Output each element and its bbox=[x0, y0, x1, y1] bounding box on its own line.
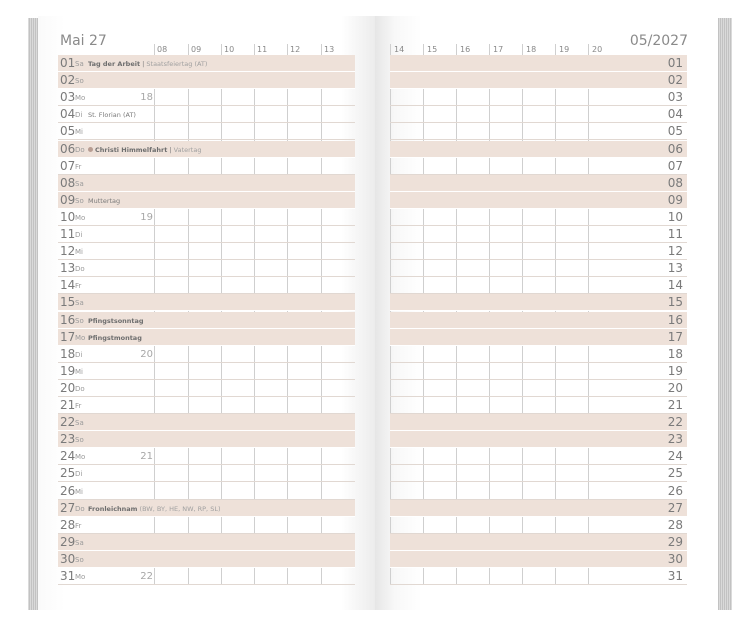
day-row-left[interactable] bbox=[58, 346, 355, 363]
weekday-label: Mo bbox=[75, 94, 86, 103]
day-number: 11 bbox=[667, 227, 683, 241]
day-number: 17 bbox=[667, 329, 683, 344]
week-number: 19 bbox=[140, 211, 153, 223]
weekday-label: Sa bbox=[75, 538, 84, 547]
day-row-left[interactable] bbox=[58, 329, 355, 346]
day-number: 29 bbox=[60, 534, 76, 549]
hour-label: 17 bbox=[493, 45, 504, 54]
weekday-label: Di bbox=[75, 231, 83, 239]
hour-label: 10 bbox=[224, 45, 235, 54]
weekday-label: Mo bbox=[75, 333, 86, 342]
day-number: 12 bbox=[60, 244, 76, 259]
day-row-right[interactable] bbox=[390, 175, 687, 192]
day-row-left[interactable] bbox=[58, 517, 355, 534]
day-number: 26 bbox=[60, 483, 76, 498]
day-row-right[interactable] bbox=[390, 483, 687, 500]
day-number: 22 bbox=[60, 415, 76, 430]
weekday-label: Do bbox=[75, 265, 85, 274]
day-row-left[interactable] bbox=[58, 192, 355, 209]
weekday-label: Sa bbox=[75, 179, 84, 188]
weekday-label: Fr bbox=[75, 402, 82, 410]
holiday-name: Muttertag bbox=[88, 196, 121, 205]
day-number: 21 bbox=[667, 398, 683, 412]
day-row-right[interactable] bbox=[390, 397, 687, 414]
day-number: 02 bbox=[60, 73, 76, 88]
holiday-note: Christi Himmelfahrt | Vatertag bbox=[88, 145, 201, 155]
hour-label: 14 bbox=[394, 45, 405, 54]
hour-label: 20 bbox=[592, 45, 603, 54]
day-row-right[interactable] bbox=[390, 260, 687, 277]
day-row-right[interactable] bbox=[390, 123, 687, 140]
day-number: 26 bbox=[667, 483, 683, 498]
day-number: 14 bbox=[60, 278, 76, 293]
weekday-label: Mi bbox=[75, 367, 83, 376]
day-number: 29 bbox=[667, 534, 683, 549]
holiday-name: Pfingstmontag bbox=[88, 333, 142, 342]
day-number: 04 bbox=[60, 107, 76, 122]
day-row-right[interactable] bbox=[390, 158, 687, 175]
weekday-label: Fr bbox=[75, 521, 82, 530]
day-row-left[interactable] bbox=[58, 397, 355, 414]
day-number: 10 bbox=[60, 209, 76, 224]
day-row-left[interactable] bbox=[58, 448, 355, 465]
holiday-subnote: (BW, BY, HE, NW, RP, SL) bbox=[139, 504, 221, 513]
day-number: 23 bbox=[667, 432, 683, 447]
day-row-left[interactable] bbox=[58, 89, 355, 106]
day-row-right[interactable] bbox=[390, 243, 687, 260]
left-month-label: Mai 27 bbox=[60, 33, 107, 49]
day-number: 24 bbox=[60, 449, 76, 464]
day-row-right[interactable] bbox=[390, 500, 687, 517]
weekday-label: So bbox=[75, 316, 84, 325]
day-number: 15 bbox=[60, 295, 76, 310]
weekday-label: Di bbox=[75, 350, 83, 359]
day-row-left[interactable] bbox=[58, 363, 355, 380]
day-number: 15 bbox=[667, 295, 683, 310]
day-number: 08 bbox=[60, 175, 76, 190]
holiday-note bbox=[88, 333, 142, 343]
day-row-left[interactable] bbox=[58, 226, 355, 243]
hour-label: 16 bbox=[460, 45, 471, 54]
day-row-right[interactable] bbox=[390, 209, 687, 226]
day-number: 20 bbox=[667, 380, 683, 395]
weekday-label: Mo bbox=[75, 453, 86, 462]
day-row-left[interactable] bbox=[58, 55, 355, 72]
day-row-right[interactable] bbox=[390, 568, 687, 585]
right-month-label: 05/2027 bbox=[629, 33, 688, 49]
day-number: 30 bbox=[60, 551, 76, 566]
holiday-name: Fronleichnam bbox=[88, 504, 138, 513]
day-row-left[interactable] bbox=[58, 414, 355, 431]
day-row-left[interactable] bbox=[58, 141, 355, 158]
day-number: 01 bbox=[667, 56, 683, 70]
day-row-left[interactable] bbox=[58, 123, 355, 140]
weekday-label: So bbox=[75, 77, 84, 86]
weekday-label: So bbox=[75, 555, 84, 564]
day-number: 28 bbox=[60, 517, 76, 532]
day-row-right[interactable] bbox=[390, 448, 687, 465]
day-row-left[interactable] bbox=[58, 294, 355, 311]
day-row-left[interactable] bbox=[58, 106, 355, 123]
day-row-left[interactable] bbox=[58, 551, 355, 568]
day-row-right[interactable] bbox=[390, 294, 687, 311]
day-row-right[interactable] bbox=[390, 517, 687, 534]
day-number: 13 bbox=[60, 261, 76, 276]
day-row-left[interactable] bbox=[58, 500, 355, 517]
day-number: 04 bbox=[667, 107, 683, 122]
day-row-left[interactable] bbox=[58, 158, 355, 175]
day-number: 05 bbox=[60, 124, 76, 139]
day-row-left[interactable] bbox=[58, 243, 355, 260]
day-number: 24 bbox=[667, 449, 683, 464]
day-number: 05 bbox=[667, 124, 683, 139]
day-row-left[interactable] bbox=[58, 483, 355, 500]
hour-label: 18 bbox=[526, 45, 537, 54]
week-number: 21 bbox=[140, 451, 153, 463]
day-row-right[interactable] bbox=[390, 551, 687, 568]
day-row-left[interactable] bbox=[58, 534, 355, 551]
day-number: 06 bbox=[60, 141, 76, 156]
day-number: 10 bbox=[667, 209, 683, 224]
day-row-right[interactable] bbox=[390, 329, 687, 346]
holiday-subnote: Staatsfeiertag (AT) bbox=[146, 60, 208, 68]
day-row-left[interactable] bbox=[58, 277, 355, 294]
hour-label: 13 bbox=[324, 45, 335, 54]
day-number: 28 bbox=[667, 517, 683, 532]
day-row-right[interactable] bbox=[390, 89, 687, 106]
weekday-label: So bbox=[75, 196, 84, 205]
weekday-label: Di bbox=[75, 111, 83, 120]
day-row-right[interactable] bbox=[390, 277, 687, 294]
day-row-left[interactable] bbox=[58, 465, 355, 482]
day-row-right[interactable] bbox=[390, 380, 687, 397]
day-number: 27 bbox=[667, 500, 683, 515]
day-row-right[interactable] bbox=[390, 106, 687, 123]
weekday-label: Mi bbox=[75, 128, 83, 137]
holiday-name: Pfingstsonntag bbox=[88, 316, 144, 325]
day-row-right[interactable] bbox=[390, 72, 687, 89]
day-number: 25 bbox=[667, 466, 683, 481]
day-number: 13 bbox=[667, 261, 683, 276]
day-row-right[interactable] bbox=[390, 192, 687, 209]
day-number: 30 bbox=[667, 551, 683, 566]
week-number: 18 bbox=[140, 92, 153, 104]
holiday-note bbox=[88, 316, 144, 326]
page-edge-right bbox=[718, 18, 732, 610]
day-number: 07 bbox=[667, 158, 683, 173]
weekday-label: Sa bbox=[75, 299, 84, 308]
weekday-label: Mo bbox=[75, 573, 86, 581]
holiday-subnote: Vatertag bbox=[173, 145, 202, 154]
holiday-note bbox=[88, 110, 136, 120]
holiday-dot-icon bbox=[88, 147, 93, 152]
day-row-right[interactable] bbox=[390, 226, 687, 243]
day-number: 06 bbox=[667, 141, 683, 156]
holiday-name: St. Florian (AT) bbox=[88, 111, 136, 120]
hour-label: 12 bbox=[290, 45, 301, 54]
day-number: 19 bbox=[667, 363, 683, 378]
weekday-label: Do bbox=[75, 145, 85, 154]
day-row-right[interactable] bbox=[390, 465, 687, 482]
day-number: 14 bbox=[667, 278, 683, 293]
hour-label: 08 bbox=[157, 45, 168, 54]
day-number: 16 bbox=[667, 312, 683, 327]
day-number: 03 bbox=[60, 90, 76, 105]
holiday-name: Tag der Arbeit bbox=[88, 60, 141, 68]
day-number: 16 bbox=[60, 312, 76, 327]
holiday-note bbox=[88, 504, 220, 514]
day-number: 09 bbox=[667, 192, 683, 207]
holiday-note bbox=[88, 196, 120, 206]
hour-label: 15 bbox=[427, 45, 438, 54]
weekday-label: Fr bbox=[75, 162, 82, 171]
weekday-label: So bbox=[75, 436, 84, 445]
day-number: 22 bbox=[667, 415, 683, 430]
day-row-left[interactable] bbox=[58, 380, 355, 397]
hour-label: 09 bbox=[191, 45, 202, 54]
day-row-left[interactable] bbox=[58, 72, 355, 89]
weekday-label: Do bbox=[75, 504, 85, 513]
holiday-note: Tag der Arbeit | Staatsfeiertag (AT) bbox=[88, 60, 208, 68]
day-number: 09 bbox=[60, 192, 76, 207]
day-number: 19 bbox=[60, 363, 76, 378]
day-row-right[interactable] bbox=[390, 346, 687, 363]
weekday-label: Di bbox=[75, 470, 83, 479]
day-number: 12 bbox=[667, 244, 683, 259]
week-number: 22 bbox=[140, 571, 153, 582]
day-row-left[interactable] bbox=[58, 312, 355, 329]
day-row-right[interactable] bbox=[390, 534, 687, 551]
day-number: 18 bbox=[667, 346, 683, 361]
day-number: 01 bbox=[60, 56, 76, 70]
day-row-left[interactable] bbox=[58, 175, 355, 192]
day-row-left[interactable] bbox=[58, 568, 355, 585]
day-row-left[interactable] bbox=[58, 209, 355, 226]
day-number: 18 bbox=[60, 346, 76, 361]
day-number: 31 bbox=[667, 569, 683, 583]
day-number: 20 bbox=[60, 380, 76, 395]
day-row-right[interactable] bbox=[390, 431, 687, 448]
day-row-right[interactable] bbox=[390, 363, 687, 380]
holiday-name: Christi Himmelfahrt bbox=[95, 145, 168, 154]
day-row-right[interactable] bbox=[390, 141, 687, 158]
day-number: 03 bbox=[667, 90, 683, 105]
day-row-right[interactable] bbox=[390, 312, 687, 329]
weekday-label: Do bbox=[75, 384, 85, 393]
day-number: 08 bbox=[667, 175, 683, 190]
weekday-label: Mi bbox=[75, 248, 83, 257]
weekday-label: Mo bbox=[75, 213, 86, 222]
day-row-right[interactable] bbox=[390, 55, 687, 72]
day-number: 27 bbox=[60, 500, 76, 515]
day-number: 31 bbox=[60, 569, 76, 583]
week-number: 20 bbox=[140, 348, 153, 360]
weekday-label: Sa bbox=[75, 60, 84, 68]
day-number: 25 bbox=[60, 466, 76, 481]
day-row-right[interactable] bbox=[390, 414, 687, 431]
weekday-label: Fr bbox=[75, 282, 82, 291]
day-number: 02 bbox=[667, 73, 683, 88]
day-number: 17 bbox=[60, 329, 76, 344]
day-row-left[interactable] bbox=[58, 431, 355, 448]
day-number: 21 bbox=[60, 398, 76, 412]
hour-label: 19 bbox=[559, 45, 570, 54]
day-number: 23 bbox=[60, 432, 76, 447]
hour-label: 11 bbox=[257, 45, 268, 54]
day-row-left[interactable] bbox=[58, 260, 355, 277]
weekday-label: Mi bbox=[75, 487, 83, 496]
weekday-label: Sa bbox=[75, 419, 84, 428]
day-number: 07 bbox=[60, 158, 76, 173]
day-number: 11 bbox=[60, 227, 76, 241]
